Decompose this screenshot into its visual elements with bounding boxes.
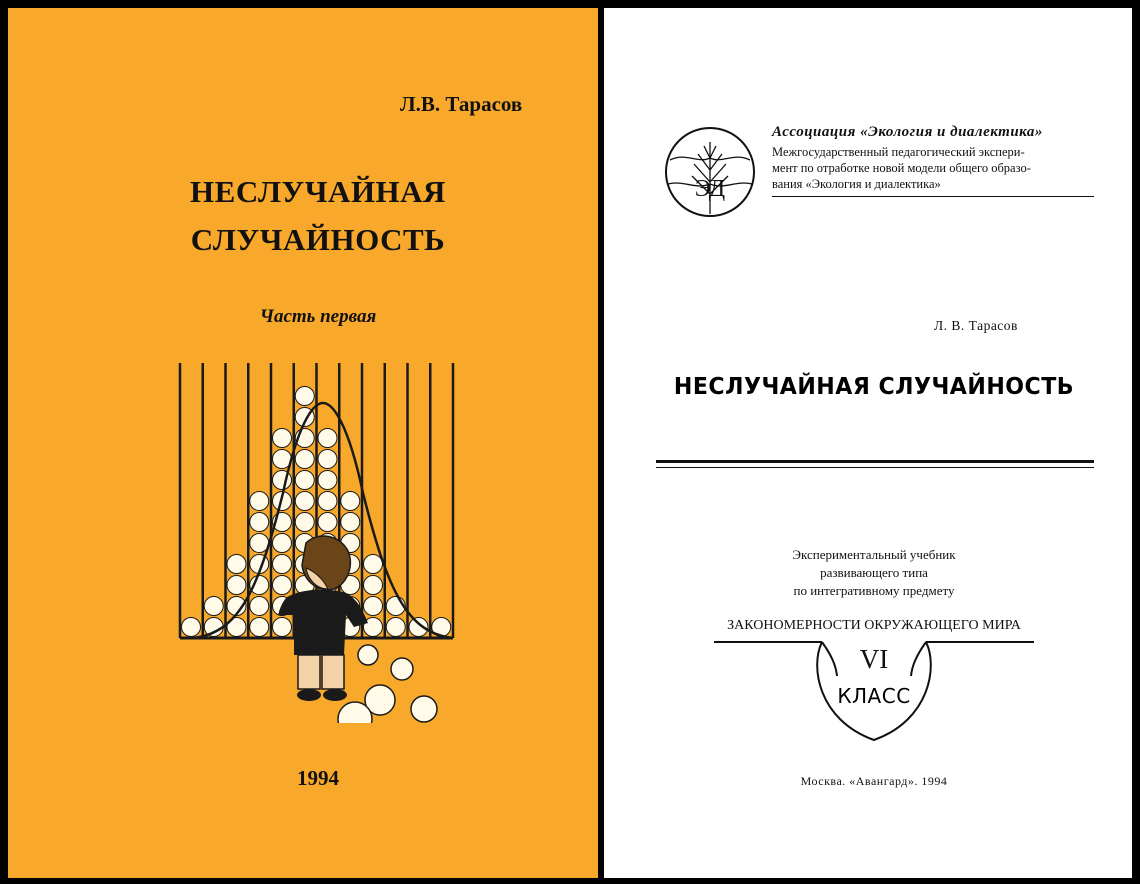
ball — [295, 450, 314, 469]
title-page-title: НЕСЛУЧАЙНАЯ СЛУЧАЙНОСТЬ — [673, 374, 1075, 400]
child-right-leg — [322, 655, 344, 689]
grade-word: КЛАСС — [837, 684, 911, 708]
ball — [250, 618, 269, 637]
title-page — [604, 8, 1132, 878]
book-description — [704, 546, 1044, 600]
loose-balls — [338, 645, 437, 723]
ball — [250, 492, 269, 511]
ball — [295, 513, 314, 532]
ball — [364, 576, 383, 595]
book-description-line: Экспериментальный учебник — [792, 547, 956, 562]
ball — [204, 597, 223, 616]
subject-name: ЗАКОНОМЕРНОСТИ ОКРУЖАЮЩЕГО МИРА — [727, 618, 1021, 633]
association-logo — [662, 124, 758, 220]
ball — [250, 513, 269, 532]
ball — [364, 555, 383, 574]
logo-letters: ЭД — [694, 176, 726, 202]
ball — [227, 576, 246, 595]
ball — [295, 492, 314, 511]
ball — [318, 492, 337, 511]
ball — [273, 576, 292, 595]
ball — [273, 555, 292, 574]
ball — [227, 555, 246, 574]
association-name: Ассоциация «Экология и диалектика» — [772, 124, 1043, 140]
ball — [318, 513, 337, 532]
ball — [364, 597, 383, 616]
ball — [318, 471, 337, 490]
galton-board-illustration — [158, 353, 478, 723]
child-right-shoe — [323, 689, 347, 701]
cover-year: 1994 — [297, 766, 339, 790]
child-left-leg — [298, 655, 320, 689]
org-description-line: Межгосударственный педагогический экспери- — [772, 145, 1025, 159]
ball — [318, 450, 337, 469]
book-description-line: по интегративному предмету — [793, 583, 955, 598]
child-hair — [302, 536, 350, 590]
book-description-line: развивающего типа — [820, 565, 928, 580]
ball — [295, 471, 314, 490]
title-page-author: Л. В. Тарасов — [934, 318, 1018, 333]
ball — [250, 597, 269, 616]
ball — [386, 618, 405, 637]
ball — [295, 387, 314, 406]
cover-part: Часть первая — [259, 306, 377, 327]
ball — [273, 429, 292, 448]
ball — [182, 618, 201, 637]
cover-author: Л.В. Тарасов — [400, 92, 523, 116]
ball — [341, 513, 360, 532]
book-cover — [8, 8, 598, 878]
org-description — [772, 144, 1098, 192]
imprint: Москва. «Авангард». 1994 — [800, 774, 948, 788]
title-rule-thin — [656, 467, 1094, 468]
ball — [273, 618, 292, 637]
org-description-line: мент по отработке новой модели общего образо- — [772, 161, 1031, 175]
grade-number: VI — [859, 644, 889, 674]
org-description-line: вания «Экология и диалектика» — [772, 177, 941, 191]
ball — [273, 534, 292, 553]
header-rule — [772, 196, 1094, 197]
ball — [341, 492, 360, 511]
cover-title-line1: НЕСЛУЧАЙНАЯ — [190, 174, 446, 209]
ball — [318, 429, 337, 448]
title-rule-thick — [656, 460, 1094, 463]
cover-title-line2: СЛУЧАЙНОСТЬ — [190, 222, 446, 257]
child-left-shoe — [297, 689, 321, 701]
